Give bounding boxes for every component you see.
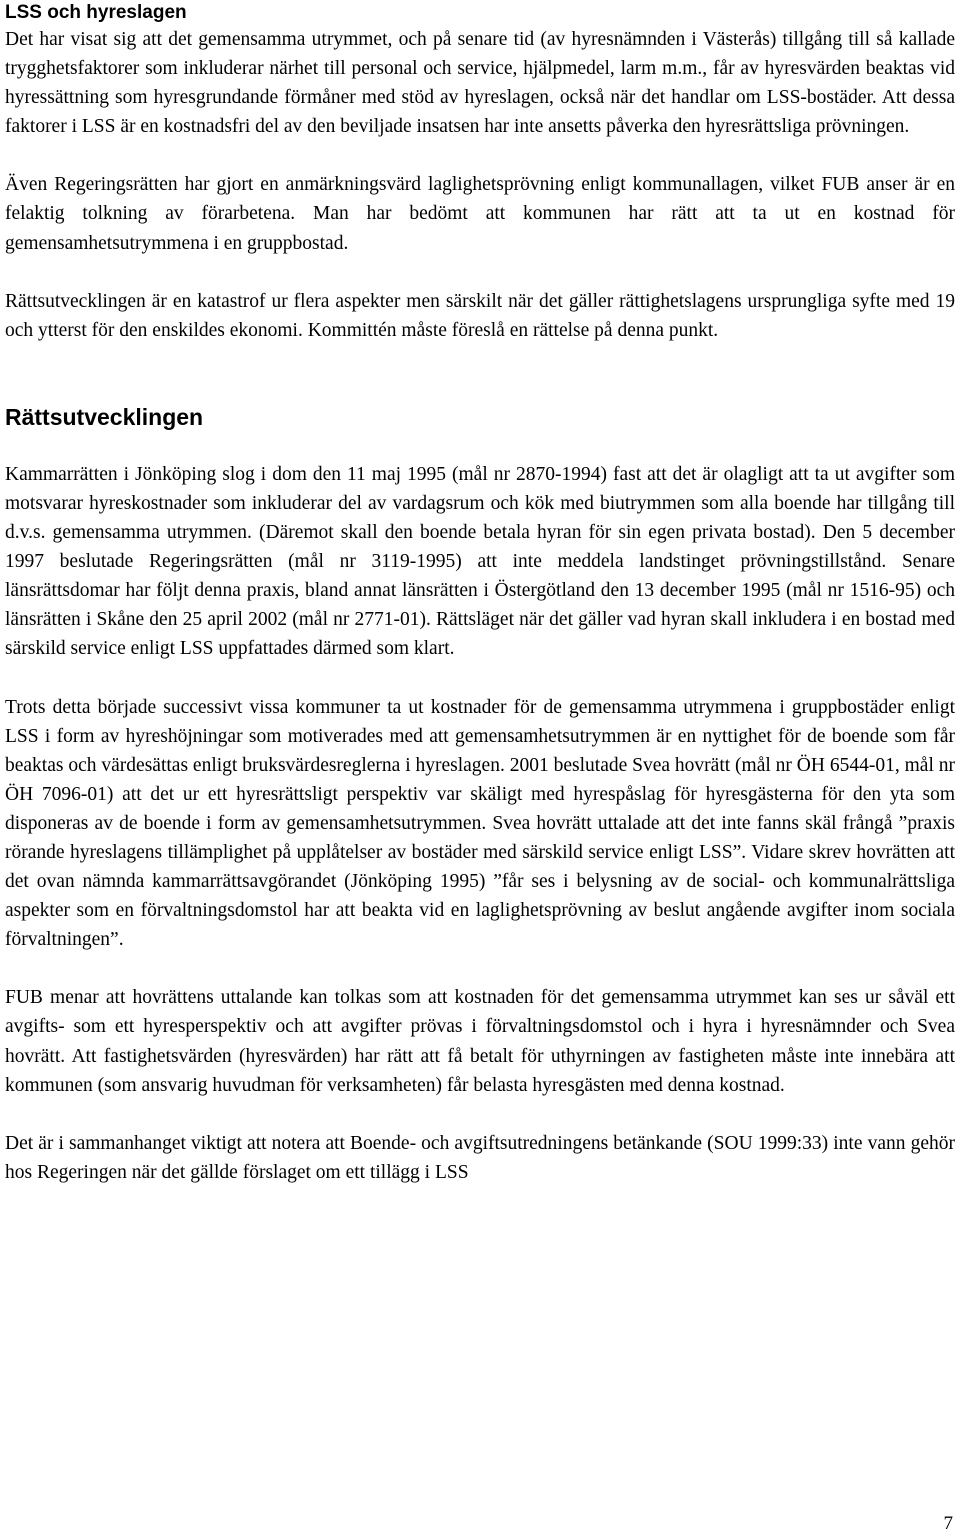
paragraph-spacer [5, 258, 955, 287]
section-heading-rattsutvecklingen: Rättsutvecklingen [5, 403, 204, 430]
paragraph-spacer [5, 431, 955, 460]
paragraph-boende-avgiftsutredning: Det är i sammanhanget viktigt att notera att Boende- och avgiftsutredningens betänkande (SOU 1999:33) inte vann gehör hos Regeringen när det gällde förslaget om ett tillägg i LSS [5, 1132, 955, 1183]
paragraph-spacer [5, 141, 955, 170]
document-page [5, 0, 955, 1187]
paragraph-kammarratten-jonkoping: Kammarrätten i Jönköping slog i dom den 11 maj 1995 (mål nr 2870-1994) fast att det är olagligt att ta ut avgifter som motsvarar hyreskostnader som inkluderar del av vardagsrum och kök med biutrymmen som alla boende har tillgång till d.v.s. gemensamma utrymmen. (Däremot skall den boende betala hyran för sin egen privata bostad). Den 5 december 1997 beslutade Regeringsrätten (mål nr 3119-1995) att inte meddela landstinget prövningstillstånd. Senare länsrättsdomar har följt denna praxis, bland annat länsrätten i Östergötland den 13 december 1995 (mål nr 1516-95) och länsrätten i Skåne den 25 april 2002 (mål nr 2771-01). Rättsläget när det gäller vad hyran skall inkludera i en bostad med särskild service enligt LSS uppfattades därmed som klart. [5, 463, 955, 660]
paragraph-fub-menar: FUB menar att hovrättens uttalande kan tolkas som att kostnaden för det gemensamma utrymmet kan ses ur såväl ett avgifts- som ett hyresperspektiv och att avgifter prövas i förvaltningsdomstol och i hyra i hyresnämnder och Svea hovrätt. Att fastighetsvärden (hyresvärden) har rätt att få betalt för uthyrningen av fastigheten måste inte innebära att kommunen (som ansvarig huvudman för verksamheten) får belasta hyresgästen med denna kostnad. [5, 987, 955, 1096]
paragraph-regeringsratten-laglighetsprovning: Även Regeringsrätten har gjort en anmärkningsvärd laglighetsprövning enligt kommunallagen, vilket FUB anser är en felaktig tolkning av förarbetena. Man har bedömt att kommunen har rätt att ta ut en kostnad för gemensamhetsutrymmena i en gruppbostad. [5, 174, 955, 254]
paragraph-spacer [5, 1100, 955, 1129]
paragraph-spacer [5, 664, 955, 693]
paragraph-spacer [5, 954, 955, 983]
paragraph-rattsutvecklingen-katastrof: Rättsutvecklingen är en katastrof ur flera aspekter men särskilt när det gäller rättighetslagens ursprungliga syfte med 19 och ytterst för den enskildes ekonomi. Kommittén måste föreslå en rättelse på denna punkt. [5, 290, 955, 341]
page-number: 7 [943, 1513, 953, 1534]
paragraph-trygghetsfaktorer: Det har visat sig att det gemensamma utrymmet, och på senare tid (av hyresnämnden i Västerås) tillgång till så kallade trygghetsfaktorer som inkluderar närhet till personal och service, hjälpmedel, larm m.m., får av hyresvärden beaktas vid hyressättning som hyresgrundande förmåner med stöd av hyreslagen, också när det handlar om LSS-bostäder. Att dessa faktorer i LSS är en kostnadsfri del av den beviljade insatsen har inte ansetts påverka den hyresrättsliga prövningen. [5, 29, 955, 138]
paragraph-svea-hovratt: Trots detta började successivt vissa kommuner ta ut kostnader för de gemensamma utrymmena i gruppbostäder enligt LSS i form av hyreshöjningar som motiverades med att gemensamhetsutrymmen är en nyttighet för de boende som får beaktas och värdesättas enligt bruksvärdesreglerna i hyreslagen. 2001 beslutade Svea hovrätt (mål nr ÖH 6544-01, mål nr ÖH 7096-01) att det ur ett hyresrättsligt perspektiv var skäligt med hyrespåslag för hyresgästerna för den yta som disponeras av de boende i form av gemensamhetsutrymmen. Svea hovrätt uttalade att det inte fanns skäl frångå ”praxis rörande hyreslagens tillämplighet på upplåtelser av bostäder med särskild service enligt LSS”. Vidare skrev hovrätten att det ovan nämnda kammarrättsavgörandet (Jönköping 1995) ”får ses i belysning av de social- och kommunalrättsliga aspekter som en förvaltningsdomstol har att beakta vid en laglighetsprövning av beslut angående avgifter inom sociala förvaltningen”. [5, 696, 955, 951]
section-heading-lss-och-hyreslagen: LSS och hyreslagen [5, 2, 187, 23]
section-spacer [5, 345, 955, 403]
